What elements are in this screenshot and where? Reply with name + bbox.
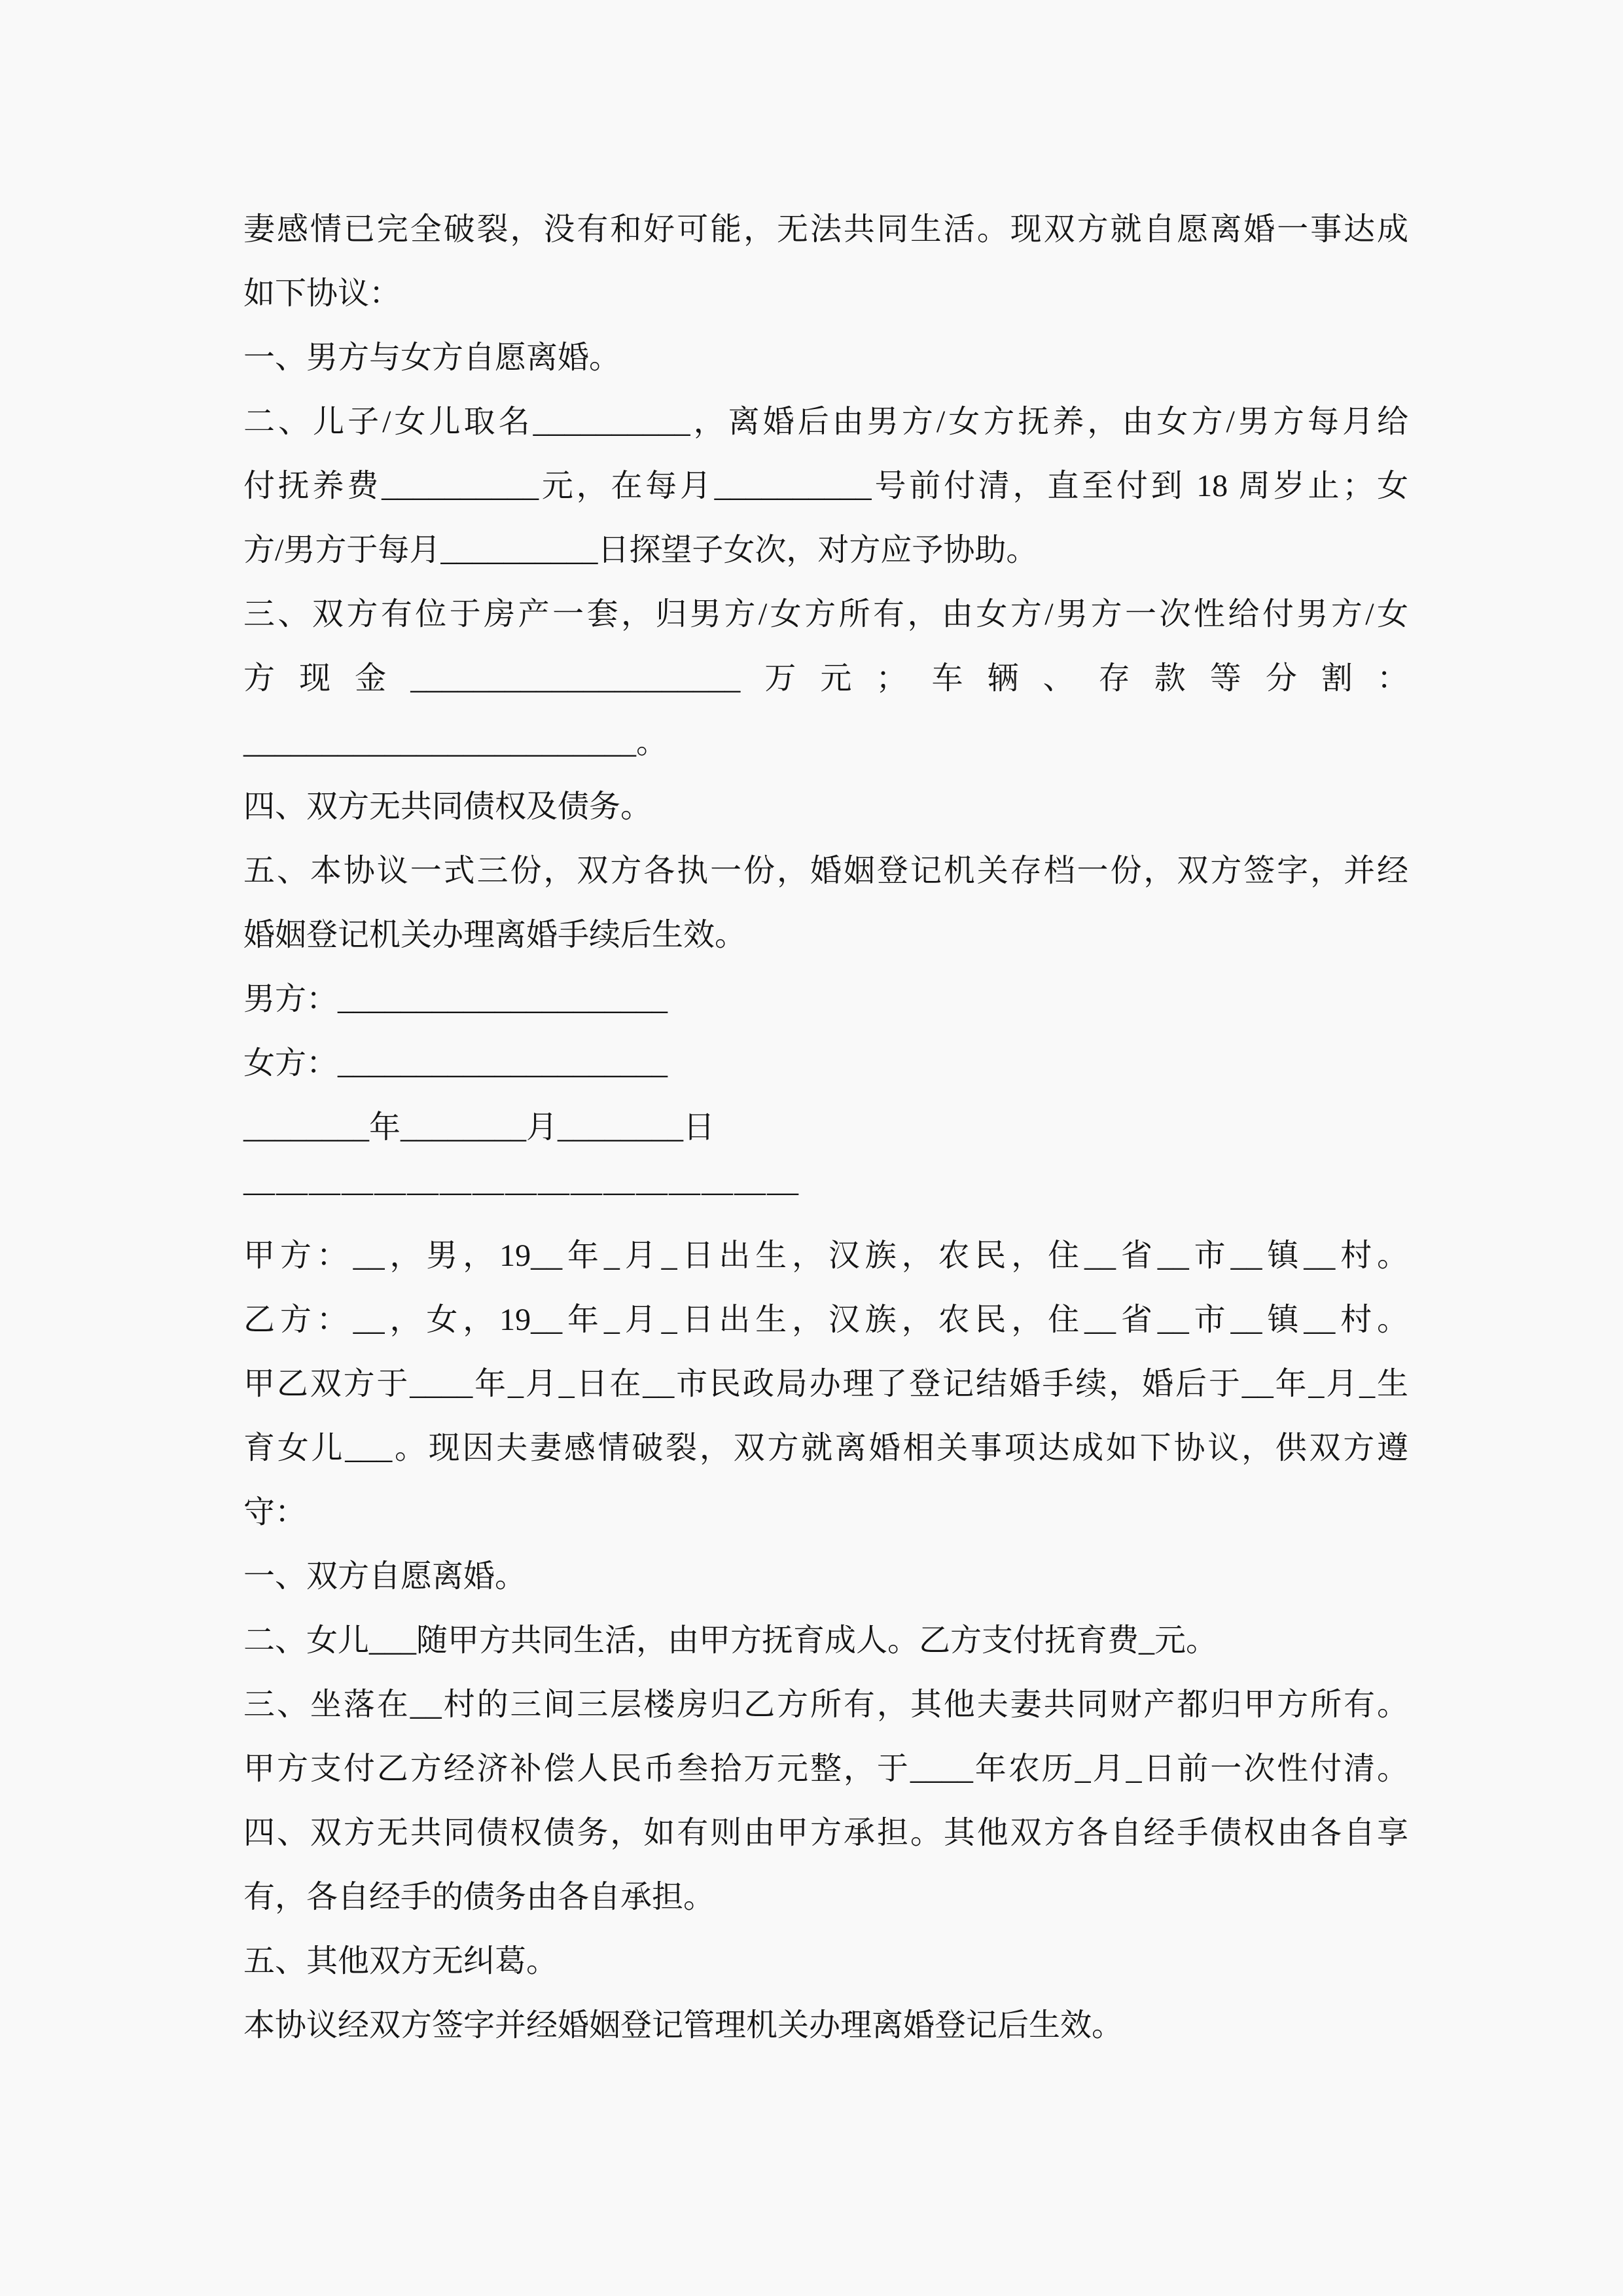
document-line: 五、其他双方无纠葛。 bbox=[243, 1944, 558, 1979]
date-line: ________年________月________日 bbox=[243, 1110, 715, 1145]
document-line: 一、双方自愿离婚。 bbox=[243, 1559, 527, 1594]
document-line: 三、坐落在__村的三间三层楼房归乙方所有，其他夫妻共同财产都归甲方所有。 bbox=[243, 1687, 1408, 1722]
document-line: 妻感情已完全破裂，没有和好可能，无法共同生活。现双方就自愿离婚一事达成 bbox=[243, 212, 1408, 247]
document-line: 甲方支付乙方经济补偿人民币叁拾万元整，于____年农历_月_日前一次性付清。 bbox=[243, 1751, 1408, 1786]
fill-in-blank-line: _________________________。 bbox=[243, 725, 668, 760]
document-line: 乙方：__，女，19__年_月_日出生，汉族，农民，住__省__市__镇__村。 bbox=[243, 1302, 1408, 1337]
document-content bbox=[243, 198, 1408, 2058]
document-line: 方/男方于每月__________日探望子女次，对方应予协助。 bbox=[243, 533, 1038, 567]
document-line: 如下协议： bbox=[243, 276, 401, 311]
document-line: 守： bbox=[243, 1495, 307, 1530]
document-line: 婚姻登记机关办理离婚手续后生效。 bbox=[243, 918, 747, 952]
document-line: 二、儿子/女儿取名__________，离婚后由男方/女方抚养，由女方/男方每月给 bbox=[243, 404, 1408, 439]
separator-line: ————————————————— bbox=[243, 1174, 800, 1209]
document-line: 五、本协议一式三份，双方各执一份，婚姻登记机关存档一份，双方签字，并经 bbox=[243, 853, 1408, 888]
signature-line-wife: 女方：_____________________ bbox=[243, 1046, 668, 1081]
document-line: 四、双方无共同债权及债务。 bbox=[243, 789, 652, 824]
document-line: 有，各自经手的债务由各自承担。 bbox=[243, 1880, 715, 1914]
document-line: 方现金_____________________万元；车辆、存款等分割： bbox=[243, 661, 1408, 696]
document-line: 甲乙双方于____年_月_日在__市民政局办理了登记结婚手续，婚后于__年_月_生 bbox=[243, 1367, 1408, 1401]
document-line: 二、女儿___随甲方共同生活，由甲方抚育成人。乙方支付抚育费_元。 bbox=[243, 1623, 1218, 1658]
signature-line-husband: 男方：_____________________ bbox=[243, 982, 668, 1016]
document-line: 育女儿___。现因夫妻感情破裂，双方就离婚相关事项达成如下协议，供双方遵 bbox=[243, 1431, 1408, 1465]
document-line: 本协议经双方签字并经婚姻登记管理机关办理离婚登记后生效。 bbox=[243, 2008, 1124, 2043]
document-line: 四、双方无共同债权债务，如有则由甲方承担。其他双方各自经手债权由各自享 bbox=[243, 1816, 1408, 1850]
document-line: 一、男方与女方自愿离婚。 bbox=[243, 340, 621, 375]
document-line: 甲方：__，男，19__年_月_日出生，汉族，农民，住__省__市__镇__村。 bbox=[243, 1238, 1408, 1273]
document-line: 三、双方有位于房产一套，归男方/女方所有，由女方/男方一次性给付男方/女 bbox=[243, 597, 1408, 632]
document-line: 付抚养费__________元，在每月__________号前付清，直至付到 18 周岁止；女 bbox=[243, 469, 1408, 503]
